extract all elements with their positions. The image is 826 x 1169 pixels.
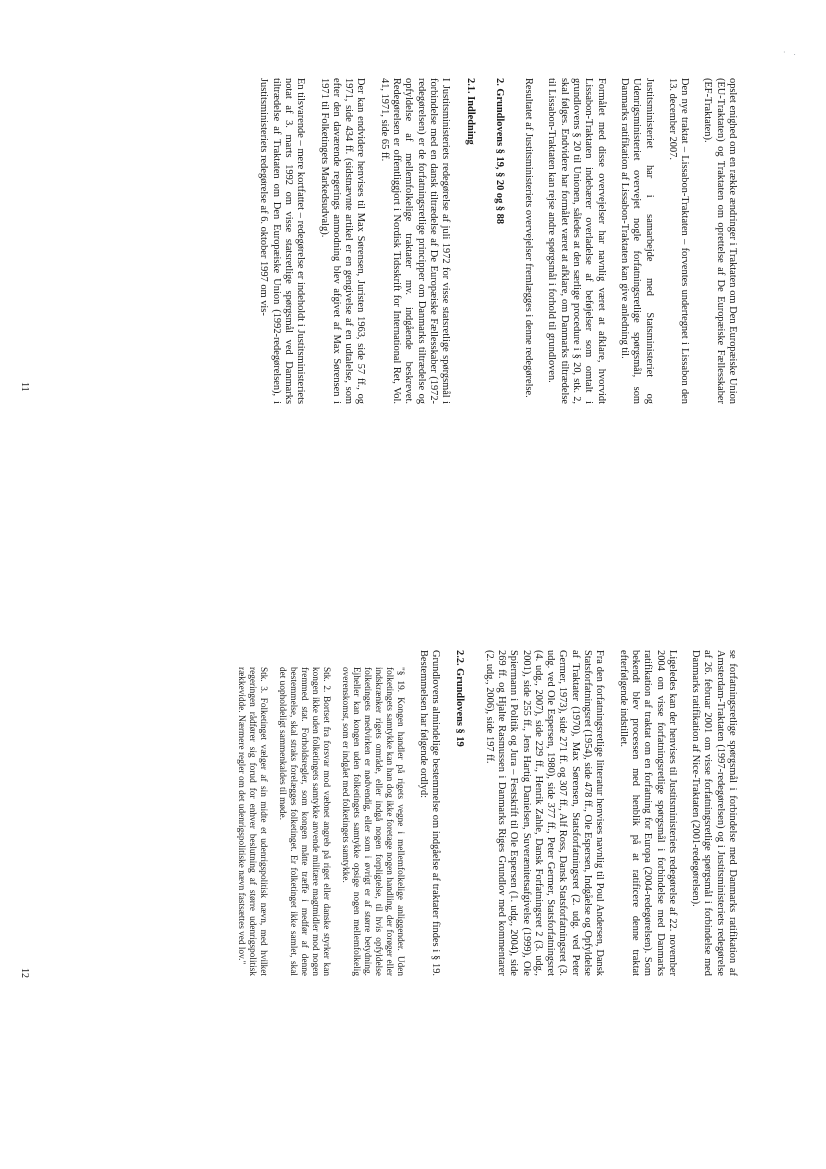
- paragraph: Ligeledes kan der henvises til Justitsministeriets redegørelse af 22. november 2004 om visse forfatningsretlige spørgsmål i forbindelse med Danmarks ratifikation af traktat om en forfatning for Europa (2004-redegørelsen). Som bekendt blev processen med henblik på at ratificere denne traktat efterfølgende indstillet.: [617, 650, 678, 976]
- paragraph: Fra den forfatningsretlige litteratur henvises navnlig til Poul Andersen, Dansk Statsforfatningsret (1954), side 478 ff., Ole Espersen, Indgåelse og Opfyldelse af Traktater (1970), Max Sørensen, Statsforfatningsret (2. udg. ved Peter Germer, 1973), side 271 ff. og 307 ff., Alf Ross, Dansk Statsforfatningsret (3. udg. ved Ole Espersen, 1980), side 377 ff., Peter Germer, Statsforfatningsret (4. udg., 2007), side 229 ff., Henrik Zahle, Dansk Forfatningsret 2 (3. udg., 2001), side 255 ff., Jens Hartig Danielsen, Suverænitetsafgivelse (1999), Ole Spiermann i Politik og Jura – Festskrift til Ole Espersen (1. udg., 2004), side 269 ff. og Hjalte Rasmussen i Danmarks Riges Grundlov med kommentarer (2. udg., 2006), side 197 ff.: [483, 650, 606, 976]
- legal-quote: "§ 19. Kongen handler på rigets vegne i mellemfolkelige anliggender. Uden folketingets samtykke kan han dog ikke foretage nogen handling, der forøger eller indskrænker rigets område, eller indgå nogen forpligtelse, til hvis opfyldelse folketingets medvirken er nødvendig, eller som i øvrigt er af større betydning. Ejheller kan kongen uden folketingets samtykke opsige nogen mellemfolkelig overenskomst, som er indgået med folketingets samtykke.: [340, 667, 406, 976]
- paragraph: Grundlovens almindelige bestemmelse om indgåelse af traktater findes i § 19. Bestemmelsen har følgende ordlyd:: [417, 650, 442, 976]
- paragraph: Justitsministeriet har i samarbejde med Statsministeriet og Udenrigsministeriet overvejet nogle forfatningsretlige spørgsmål, som Danmarks ratifikation af Lissabon-Traktaten kan give anledning til.: [618, 78, 655, 404]
- scan-artifact: · .: [783, 48, 799, 57]
- section-heading: 2. Grundlovens § 19, § 20 og § 88: [493, 78, 505, 225]
- right-text-column: [227, 650, 738, 976]
- legal-quote: Stk. 2. Bortset fra forsvar mod væbnet angreb på riget eller danske styrker kan kongen ikke uden folketingets samtykke anvende militære magtmidler mod nogen fremmed stat. Forholdsregler, som kongen måtte træffe i medfør af denne bestemmelse, skal straks forelægges folketinget. Er folketinget ikke samlet, skal det uopholdeligt sammenkaldes til møde.: [277, 667, 332, 976]
- left-text-column: [246, 78, 738, 404]
- paragraph: Formålet med disse overvejelser har navnlig været at afklare, hvorvidt Lissabon-Traktaten indebærer overladelse af beføjelser som omtalt i grundlovens § 20 til Unionen, således at den særlige procedure i § 20, stk. 2, skal følges. Endvidere har formålet været at afklare, om Danmarks tiltrædelse til Lissabon-Traktaten kan rejse andre spørgsmål i forhold til grundloven.: [546, 78, 607, 404]
- paragraph: Der kan endvidere henvises til Max Sørensen, Juristen 1963, side 57 ff., og 1971, side 434 ff. (sidstnævnte artikel er en gengivelse af en udtalelse, som efter den daværende regerings anmodning blev afgivet af Max Sørensen i 1971 til Folketingets Markedsudvalg).: [318, 78, 367, 404]
- subsection-heading: 2.1. Indledning: [464, 78, 476, 145]
- paragraph: I Justitsministeriets redegørelse af juli 1972 for visse statsretlige spørgsmål i forbindelse med en dansk tiltrædelse af De Europæiske Fællesskaber (1972-redegørelsen) er de forfatningsretlige principper om Danmarks tiltrædelse og opfyldelse af mellemfolkelige traktater mv. indgående beskrevet. Redegørelsen er offentliggjort i Nordisk Tidsskrift for International Ret, Vol. 41, 1971, side 65 ff.: [378, 78, 452, 404]
- paragraph: Den nye traktat – Lissabon-Traktaten – forventes undertegnet i Lissabon den 13. december 2007.: [666, 78, 691, 404]
- left-page: [0, 0, 826, 584]
- paragraph: se forfatningsretlige spørgsmål i forbindelse med Danmarks ratifikation af Amsterdam-Traktaten (1997-redegørelsen) og i Justitsministeriets redegørelse af 26. februar 2001 om visse forfatningsretlige spørgsmål i forbindelse med Danmarks ratifikation af Nice-Traktaten (2001-redegørelsen).: [690, 650, 738, 976]
- legal-quote: Stk. 3. Folketinget vælger af sin midte et udenrigspolitisk nævn, med hvilket regeringen rådfører sig forud for enhver beslutning af større udenrigspolitisk rækkevidde. Nærmere regler om det udenrigspolitiske nævn fastsættes ved lov.": [236, 667, 269, 976]
- right-page: [0, 585, 826, 1169]
- paragraph: En tilsvarende – mere kortfattet – redegørelse er indeholdt i Justitsministeriets notat af 3. marts 1992 om visse statsretlige spørgsmål ved Danmarks tiltrædelse af Traktaten om Den Europæiske Union (1992-redegørelsen), i Justitsministeriets redegørelse af 6. oktober 1997 om vis-: [258, 78, 307, 404]
- page-number: 12: [19, 968, 30, 978]
- page-number: 11: [19, 382, 30, 392]
- paragraph: opslet enighed om en række ændringer i Traktaten om Den Europæiske Union (EU-Traktaten) og Traktaten om oprettelse af De Europæiske Fællesskaber (EF-Traktaten).: [702, 78, 738, 404]
- paragraph: Resultatet af Justitsministeriets overvejelser fremlægges i denne redegørelse.: [523, 78, 535, 398]
- subsection-heading: 2.2. Grundlovens § 19: [454, 650, 466, 747]
